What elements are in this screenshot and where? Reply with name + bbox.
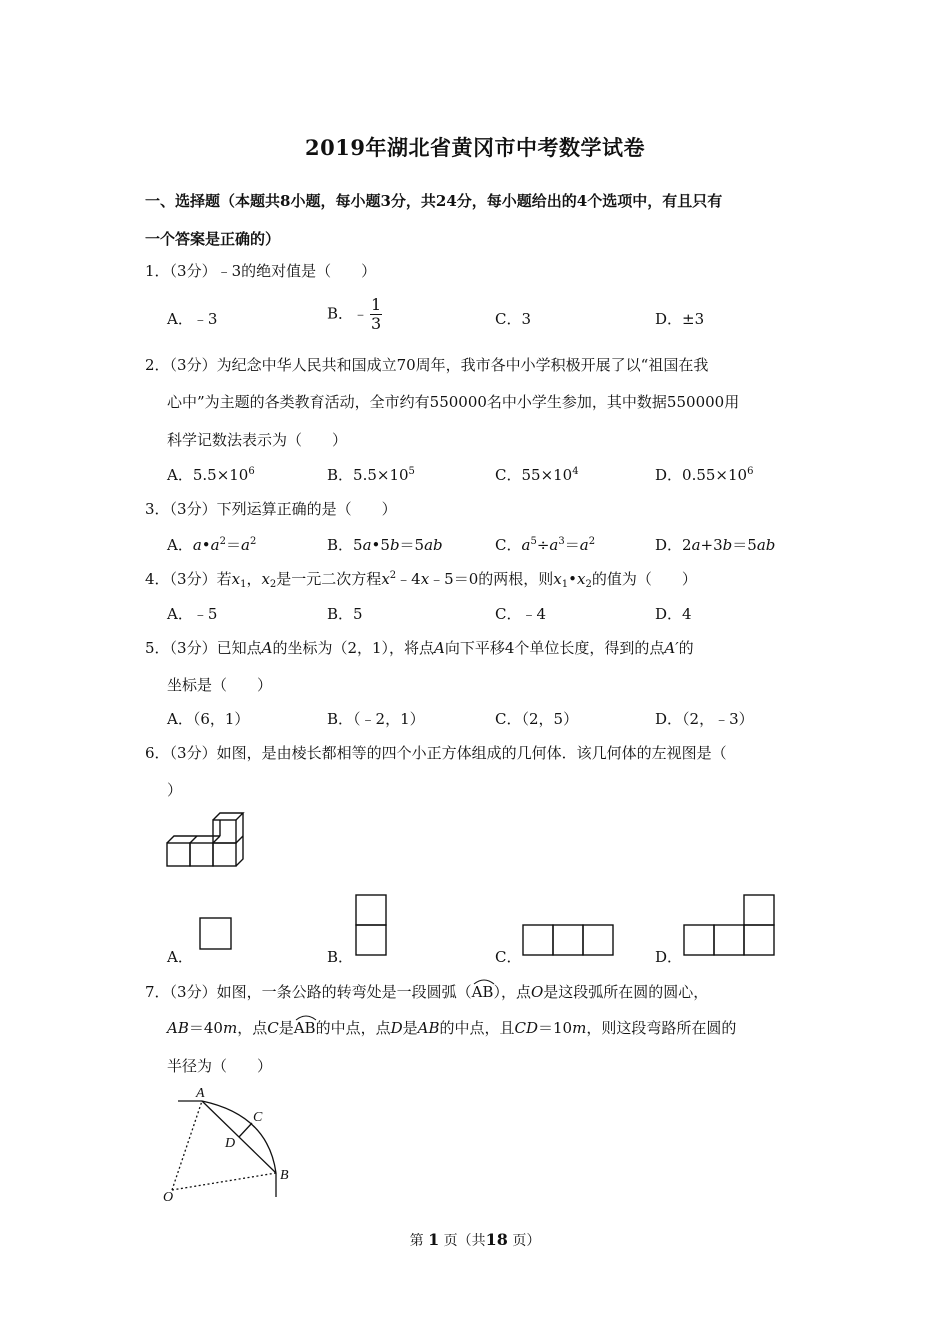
q4-var-x: x [231,570,241,588]
q6-option-a-figure [199,917,232,950]
question-7-line1 [145,981,708,1002]
q4-sub: 2 [269,579,277,590]
q3d-var: b [722,536,733,554]
q7-text: 是 [402,1019,418,1037]
q2-option-a [167,464,255,485]
q3b-part: •5 [371,536,390,554]
q2-option-d-base: D．0.55×10 [655,466,748,484]
q7-text: ＝40 [188,1019,223,1037]
q3a-var: a [210,536,220,554]
q2-option-a-exponent: 6 [248,466,255,477]
q3d-var: a [691,536,701,554]
q7-text: ，点 [237,1019,268,1037]
q7-segment-cd: CD [514,1019,539,1037]
q4-sub: 1 [240,579,247,590]
page-number: 1 [428,1230,440,1249]
q1-option-b-label: B． [327,304,354,323]
q2-option-d-exponent: 6 [747,466,754,477]
q7-text: 的中点，点 [315,1019,391,1037]
q1-option-b-fraction [370,296,382,333]
q4-option-b: B．5 [327,605,363,623]
q3a-eq: ＝ [225,536,241,554]
q7-point-c: C [267,1019,279,1037]
question-7-line3: 半径为（ ） [167,1057,273,1075]
q3a-exp: 2 [219,536,226,547]
q5-point-a: A [434,639,445,657]
q3d-part: D．2 [655,536,692,554]
arc-road-figure [160,1085,300,1210]
question-6-line1: 6．（3分）如图，是由棱长都相等的四个小正方体组成的几何体．该几何体的左视图是（ [145,744,727,762]
q3b-part: ＝5 [399,536,425,554]
question-2-line1: 2．（3分）为纪念中华人民共和国成立70周年，我市各中小学积极开展了以“祖国在我 [145,356,709,374]
q2-option-c [495,464,579,485]
q5-text: 5．（3分）已知点 [145,639,262,657]
page-footer [0,1230,950,1250]
q6-option-a-label: A． [167,948,193,966]
q7-text: 是这段弧所在圆的圆心， [543,983,709,1001]
q7-point-d: D [390,1019,403,1037]
q7-text: 的中点，且 [439,1019,515,1037]
q3c-var: a [521,536,531,554]
footer-text: 第 [409,1233,424,1249]
q7-unit-m: m [222,1019,238,1037]
q3b-var: ab [424,536,443,554]
total-pages: 18 [485,1230,508,1249]
question-3-stem: 3．（3分）下列运算正确的是（ ） [145,500,397,518]
q7-segment-ab: AB [167,1019,189,1037]
q7-arc-ab [472,983,494,1001]
q3a-label: A． [167,536,193,554]
q4-text: 是一元二次方程 [276,570,382,588]
footer-text: 页） [512,1233,541,1249]
q2-option-c-exponent: 4 [572,466,579,477]
question-2-line3: 科学记数法表示为（ ） [167,431,348,449]
q4-var-x: x [261,570,270,588]
question-5-line1 [145,637,694,658]
q4-text: 的值为（ ） [591,570,697,588]
q3b-var: a [362,536,372,554]
q4-var-x: x [381,570,390,588]
q5-option-d: D．（2，﹣3） [655,710,754,728]
fraction-denominator: 3 [371,314,382,333]
arc-mark-icon [472,977,496,985]
q3a-dot: • [201,536,211,554]
q3c-exp: 3 [558,536,565,547]
q3c-exp: 2 [588,536,596,547]
label-point-a: A [196,1086,205,1101]
label-point-o: O [163,1190,174,1205]
q4-text: ﹣4 [396,570,421,588]
section-header-line2: 一个答案是正确的） [145,230,281,248]
q3d-var: ab [756,536,776,554]
q3d-part: ＝5 [732,536,757,554]
fraction-numerator: 1 [371,295,382,314]
q3c-var: a [549,536,559,554]
q2-option-d [655,464,753,485]
q2-option-b-exponent: 5 [408,466,415,477]
q5-point-a-prime: A′ [664,639,679,657]
q7-unit-m: m [572,1019,587,1037]
cube-solid-figure [166,812,248,868]
q7-point-o: O [530,983,544,1001]
q4-var-x: x [553,570,562,588]
q3a-var: a [241,536,250,554]
q3c-eq: ＝ [564,536,580,554]
label-point-b: B [280,1168,289,1183]
q7-text: ），点 [493,983,531,1001]
page-title: 2019年湖北省黄冈市中考数学试卷 [305,135,645,160]
q4-var-x: x [576,570,586,588]
q3a-exp: 2 [249,536,257,547]
q3d-part: +3 [700,536,723,554]
q3-option-a [167,534,256,555]
q7-arc-label: AB [471,983,494,1001]
question-5-line2: 坐标是（ ） [167,676,273,694]
question-4-stem [145,568,697,589]
q1-option-b-sign: ﹣ [353,304,369,323]
arc-mark-icon [294,1013,318,1021]
q7-text: ＝10 [538,1019,573,1037]
q3c-div: ÷ [536,536,550,554]
q3-option-d [655,534,775,555]
q5-option-b: B．（﹣2，1） [327,710,425,728]
segment-cd [239,1123,252,1137]
q5-text: 的 [678,639,694,657]
q1-option-d: D．±3 [655,310,705,328]
q2-option-c-base: C．55×10 [495,466,573,484]
q5-text: 的坐标为（2，1），将点 [272,639,435,657]
q3b-part: B．5 [327,536,363,554]
q4-dot: • [568,570,577,588]
q4-option-a: A．﹣5 [167,605,218,623]
q5-point-a: A [261,639,273,657]
q6-option-b-figure [355,894,387,956]
radius-ob [172,1173,276,1190]
q3c-exp: 5 [530,536,537,547]
q4-var-x: x [420,570,430,588]
q7-arc-label: AB [293,1019,316,1037]
q3c-var: a [579,536,589,554]
q3b-var: b [389,536,400,554]
q2-option-b-base: B．5.5×10 [327,466,409,484]
q7-segment-ab: AB [417,1019,440,1037]
q5-option-c: C．（2，5） [495,710,579,728]
q4-text: ， [246,570,262,588]
q1-option-a: A．﹣3 [167,310,218,328]
q6-option-c-label: C． [495,948,522,966]
q5-option-a: A．（6，1） [167,710,250,728]
q6-option-d-figure [683,894,775,956]
q6-option-d-label: D． [655,948,683,966]
q7-text: 7．（3分）如图，一条公路的转弯处是一段圆弧（ [145,983,472,1001]
q6-option-c-figure [522,924,614,956]
q4-sub: 1 [561,579,569,590]
q6-option-b-label: B． [327,948,354,966]
q7-text: 是 [278,1019,294,1037]
section-header-line1: 一、选择题（本题共8小题，每小题3分，共24分，每小题给出的4个选项中，有且只有 [145,192,723,210]
question-1-stem: 1．（3分）﹣3的绝对值是（ ） [145,262,377,280]
q3a-var: a [192,536,202,554]
label-point-c: C [253,1110,263,1125]
q3-option-c [495,534,595,555]
q2-option-b [327,464,415,485]
q4-option-c: C．﹣4 [495,605,547,623]
q4-text: ﹣5＝0的两根，则 [429,570,554,588]
footer-text: 页（共 [443,1233,486,1249]
q4-sub: 2 [585,579,592,590]
q4-exp: 2 [389,570,397,581]
q7-arc-ab [294,1019,316,1037]
q3c-label: C． [495,536,522,554]
q3-option-b [327,534,443,555]
q4-option-d: D．4 [655,605,692,623]
q7-text: ，则这段弯路所在圆的 [586,1019,737,1037]
radius-oa [172,1101,202,1190]
question-7-line2 [167,1017,736,1038]
question-6-line2: ） [167,781,183,799]
q2-option-a-base: A．5.5×10 [167,466,249,484]
label-point-d: D [225,1136,236,1151]
q1-option-c: C．3 [495,310,532,328]
q1-option-b [327,296,382,333]
q5-text: 向下平移4个单位长度，得到的点 [444,639,665,657]
q4-text: 4．（3分）若 [145,570,232,588]
question-2-line2: 心中”为主题的各类教育活动，全市约有550000名中小学生参加，其中数据550000用 [167,393,740,411]
